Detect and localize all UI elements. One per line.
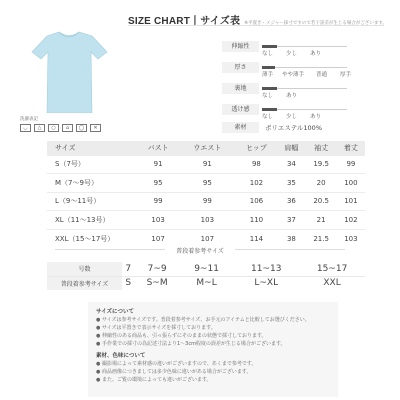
list-item: ● 伸縮性のある商品も、引っ張らずにそのままの状態で採寸しております。 bbox=[96, 333, 267, 339]
care-icons bbox=[20, 124, 101, 132]
prop-lining: 裏地 なし あり bbox=[222, 81, 392, 99]
size-table bbox=[47, 141, 365, 248]
size-notes-heading: サイズについて bbox=[96, 309, 134, 315]
list-item: ● 手作業での採寸の為記述寸法より1〜3cm程度の誤差が生じる場合がございます。 bbox=[96, 341, 286, 347]
sheerness-level bbox=[262, 108, 277, 111]
reference-title: 普段着参考サイズ bbox=[176, 248, 224, 255]
page-title: SIZE CHART丨サイズ表 bbox=[128, 16, 241, 27]
stretch-level bbox=[262, 45, 277, 48]
table-row: M（7〜9号） 95 95 102 35 20 100 bbox=[47, 174, 365, 193]
notes-box bbox=[88, 302, 338, 397]
table-row: L（9〜11号） 99 99 106 36 20.5 101 bbox=[47, 192, 365, 211]
header-divider bbox=[128, 25, 384, 26]
size-table-header: サイズ バスト ウエスト ヒップ 肩幅 袖丈 着丈 bbox=[47, 141, 365, 155]
list-item: ● 撮影場によって素材感の違いがございますので、あくまで参考です。 bbox=[96, 361, 257, 367]
lining-level bbox=[262, 87, 277, 90]
no-wring-icon: ✕ bbox=[90, 124, 101, 132]
wash-tub-icon: ◡ bbox=[20, 124, 31, 132]
table-row: 号数 7 7~9 9~11 11~13 15~17 bbox=[47, 262, 365, 276]
dry-clean-icon: ◯ bbox=[76, 124, 87, 132]
table-row: XL（11〜13号） 103 103 110 37 21 102 bbox=[47, 211, 365, 230]
ref-divider-right bbox=[235, 249, 345, 250]
care-label-title: 洗濯表記 bbox=[20, 117, 38, 122]
iron-icon: ⌂ bbox=[62, 124, 73, 132]
prop-material: 素材 ポリエステル100% bbox=[222, 120, 392, 138]
thickness-level bbox=[262, 66, 275, 69]
prop-sheerness: 透け感 なし 少し あり bbox=[222, 102, 392, 120]
table-row: 普段着参考サイズ S S~M M~L L~XL XXL bbox=[47, 276, 365, 290]
measurement-note: ※平置き・メジャー採寸ですので若干誤差が生じる場合がございます。 bbox=[244, 21, 388, 26]
color-notes-heading: 素材、色味について bbox=[96, 353, 146, 359]
list-item: ● サイズは参考サイズです。普段着参考サイズ、お手元のアイテムと比較してお選びください。 bbox=[96, 317, 310, 323]
table-row: S（7号） 91 91 98 34 19.5 99 bbox=[47, 155, 365, 174]
table-row: XXL（15〜17号） 107 107 114 38 21.5 103 bbox=[47, 229, 365, 248]
prop-stretch: 伸縮性 なし 少し あり bbox=[222, 39, 392, 57]
list-item: ● また、ご覧の環境によっても違いがございます。 bbox=[96, 377, 212, 383]
list-item: ● サイズは平置きで表示サイズを採寸しております。 bbox=[96, 325, 216, 331]
prop-thickness: 厚さ 薄手 やや薄手 普通 厚手 bbox=[222, 60, 392, 78]
list-item: ● 商品画像につきましては多少色味に違いがある場合がございます。 bbox=[96, 369, 252, 375]
reference-table bbox=[47, 262, 365, 290]
dress-image bbox=[12, 28, 127, 113]
material-value: ポリエステル100% bbox=[265, 124, 322, 132]
tumble-dry-icon: ○ bbox=[48, 124, 59, 132]
no-bleach-icon: △ bbox=[34, 124, 45, 132]
